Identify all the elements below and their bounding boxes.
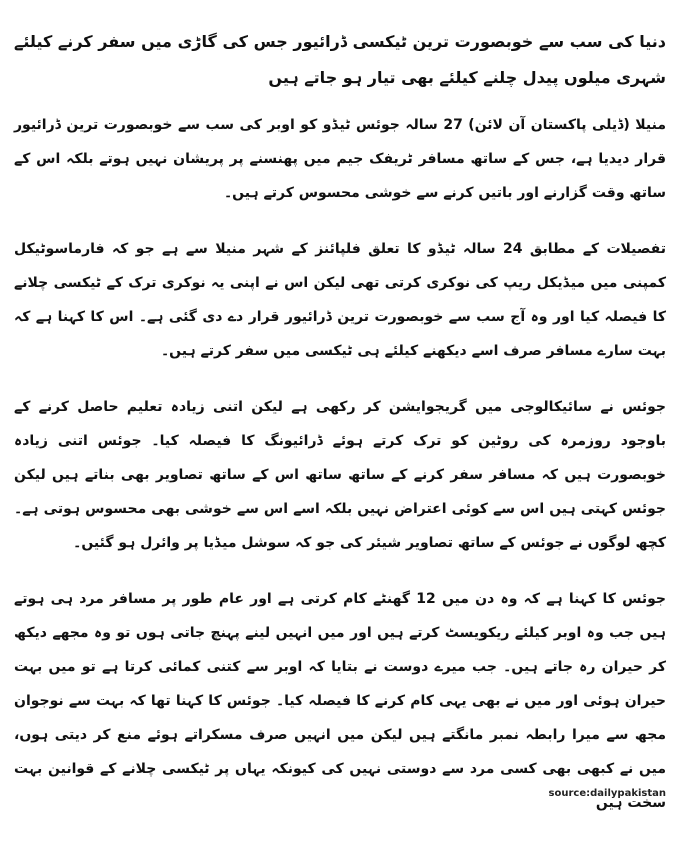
article-headline: دنیا کی سب سے خوبصورت ترین ٹیکسی ڈرائیور جس کی گاڑی میں سفر کرنے کیلئے شہری میلوں پیدل چلنے کیلئے بھی تیار ہو جاتے ہیں (14, 32, 666, 87)
article-paragraph-1: منیلا (ڈیلی پاکستان آن لائن) 27 سالہ جوئس ٹیڈو کو اوبر کی سب سے خوبصورت ترین ڈرائیور قرار دیدیا ہے، جس کے ساتھ مسافر ٹریفک جیم میں پھنسنے پر پریشان نہیں ہوتے بلکہ اس کے ساتھ وقت گزارنے اور باتیں کرنے سے خوشی محسوس کرتے ہیں۔ (14, 117, 666, 201)
article-paragraph-4: جوئس کا کہنا ہے کہ وہ دن میں 12 گھنٹے کام کرتی ہے اور عام طور پر مسافر مرد ہی ہوتے ہیں جب وہ اوبر کیلئے ریکویسٹ کرتے ہیں اور میں انہیں لینے پہنچ جاتی ہوں تو وہ مجھے دیکھ کر حیران رہ جاتے ہیں۔ جب میرے دوست نے بتایا کہ اوبر سے کتنی کمائی کرتا ہے تو میں بہت حیران ہوئی اور میں نے بھی یہی کام کرنے کا فیصلہ کیا۔ جوئس کا کہنا تھا کہ بہت سے نوجوان مجھ سے میرا رابطہ نمبر مانگتے ہیں لیکن میں انہیں صرف مسکراتے ہوئے منع کر دیتی ہوں، میں نے کبھی بھی کسی مرد سے دوستی نہیں کی کیونکہ یہاں پر ٹیکسی چلانے کے قوانین بہت سخت ہیں (14, 591, 666, 811)
article-paragraph-3: جوئس نے سائیکالوجی میں گریجوایشن کر رکھی ہے لیکن اتنی زیادہ تعلیم حاصل کرنے کے باوجود روزمرہ کی روٹین کو ترک کرتے ہوئے ڈرائیونگ کا فیصلہ کیا۔ جوئس اتنی زیادہ خوبصورت ہیں کہ مسافر سفر کرنے کے ساتھ ساتھ اس کے ساتھ تصاویر بھی بناتے ہیں لیکن جوئس کہتی ہیں اس سے کوئی اعتراض نہیں بلکہ اسے اس سے خوشی بھی محسوس ہوتی ہے۔ کچھ لوگوں نے جوئس کے ساتھ تصاویر شیئر کی جو کہ سوشل میڈیا پر وائرل ہو گئیں۔ (14, 399, 666, 551)
article (14, 24, 666, 842)
source-credit: source:dailypakistan (548, 788, 666, 799)
article-paragraph-2: تفصیلات کے مطابق 24 سالہ ٹیڈو کا تعلق فلپائنز کے شہر منیلا سے ہے جو کہ فارماسوٹیکل کمپنی میں میڈیکل ریپ کی نوکری کرتی تھی لیکن اس نے اپنی یہ نوکری ترک کے ٹیکسی چلانے کا فیصلہ کیا اور وہ آج سب سے خوبصورت ترین ڈرائیور قرار دے دی گئی ہے۔ اس کا کہنا ہے کہ بہت سارے مسافر صرف اسے دیکھنے کیلئے ہی ٹیکسی میں سفر کرتے ہیں۔ (14, 241, 667, 359)
